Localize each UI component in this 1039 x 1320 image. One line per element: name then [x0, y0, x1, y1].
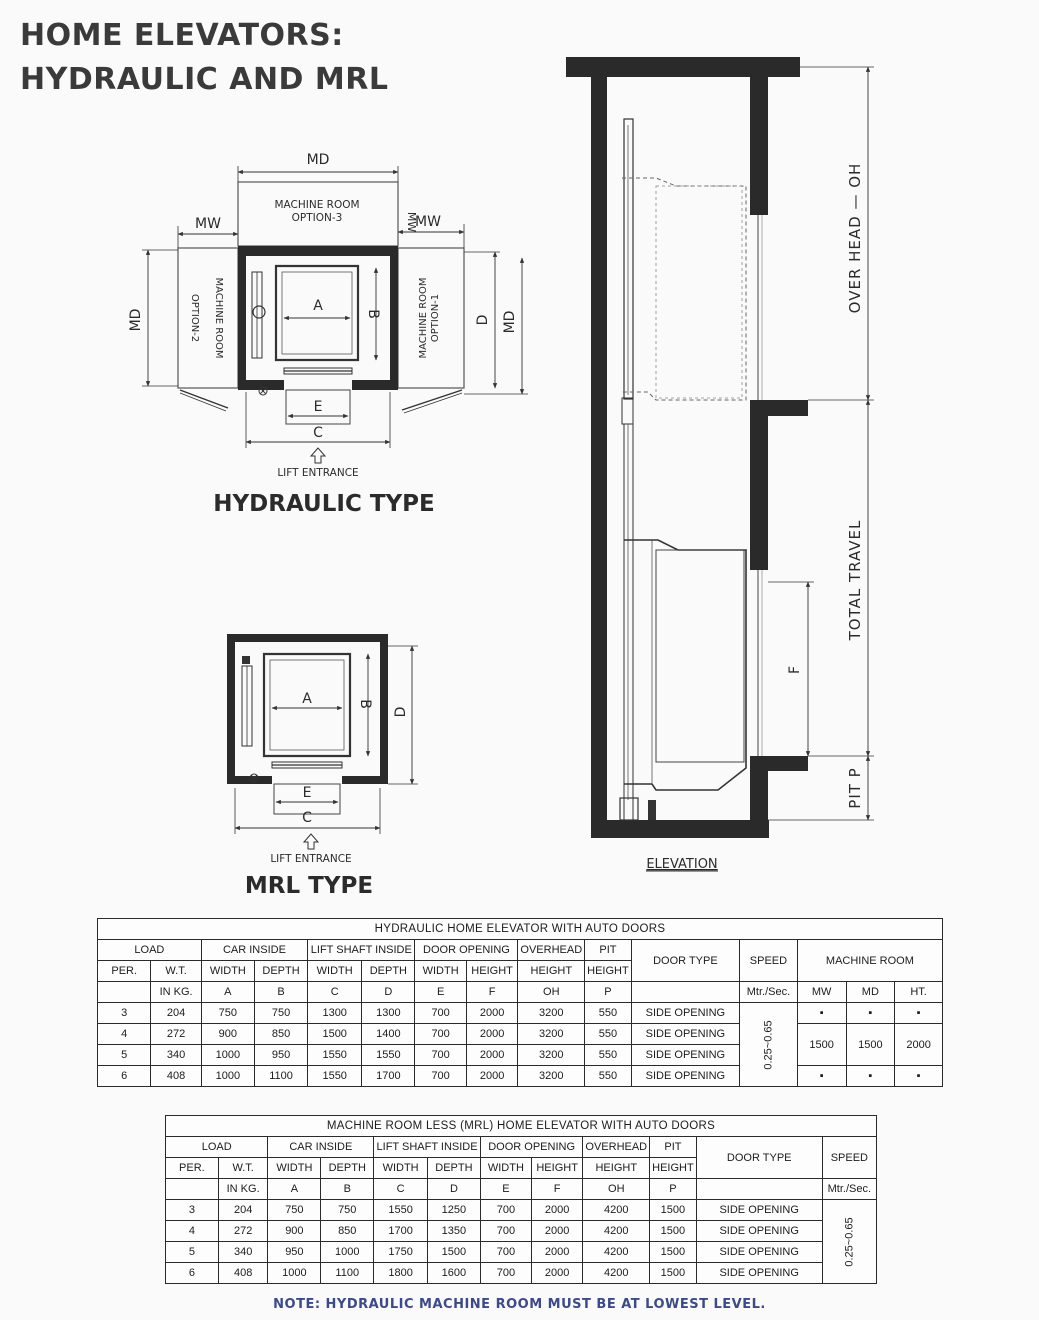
cell: 272 — [151, 1024, 201, 1045]
group-car-inside: CAR INSIDE — [201, 940, 307, 961]
cell: 2000 — [466, 1024, 518, 1045]
cell: 950 — [254, 1045, 307, 1066]
group-door-type: DOOR TYPE — [696, 1137, 822, 1179]
unit-cell: OH — [518, 982, 585, 1003]
cell: 3200 — [518, 1045, 585, 1066]
total-travel-label: TOTAL TRAVEL — [846, 519, 864, 641]
cell: 2000 — [531, 1242, 583, 1263]
group-lift-shaft: LIFT SHAFT INSIDE — [374, 1137, 481, 1158]
cell: 1800 — [374, 1263, 428, 1284]
machine-room-option-1-label-1: MACHINE ROOM — [418, 277, 429, 359]
cell: 3200 — [518, 1003, 585, 1024]
cell: 2000 — [531, 1263, 583, 1284]
mrl-plan — [227, 634, 418, 899]
cell: 1750 — [374, 1242, 428, 1263]
machine-mark: ▪ — [846, 1066, 895, 1087]
machine-mark: ▪ — [797, 1066, 846, 1087]
header-cell: PER. — [166, 1158, 219, 1179]
header-cell: W.T. — [151, 961, 201, 982]
cell: 1100 — [254, 1066, 307, 1087]
cell: 2000 — [466, 1003, 518, 1024]
unit-cell: IN KG. — [218, 1179, 268, 1200]
cell: 700 — [480, 1242, 531, 1263]
cell: 4200 — [583, 1221, 650, 1242]
cell: 1700 — [362, 1066, 415, 1087]
group-pit: PIT — [585, 940, 632, 961]
cell: 2000 — [531, 1200, 583, 1221]
unit-cell: C — [374, 1179, 428, 1200]
unit-cell-blank — [631, 982, 739, 1003]
unit-cell: OH — [583, 1179, 650, 1200]
cell: 408 — [218, 1263, 268, 1284]
table-row — [166, 1263, 877, 1284]
cell: SIDE OPENING — [631, 1024, 739, 1045]
hydraulic-entrance-label: LIFT ENTRANCE — [277, 467, 359, 479]
dim-mw-right-label: MW — [415, 214, 441, 230]
dim-md-left-label: MD — [128, 308, 144, 332]
machine-mark: ▪ — [895, 1066, 943, 1087]
dim-md-top-label: MD — [306, 152, 330, 168]
cell: 4200 — [583, 1242, 650, 1263]
speed-value: 0.25~0.65 — [762, 1019, 775, 1070]
group-door-opening: DOOR OPENING — [480, 1137, 583, 1158]
machine-room-option-3-label-2: OPTION-3 — [291, 212, 343, 224]
cell: 4 — [166, 1221, 219, 1242]
dim-c-mrl-label: C — [302, 810, 312, 826]
cell: 1500 — [650, 1200, 697, 1221]
header-cell: HEIGHT — [518, 961, 585, 982]
machine-header-ht: HT. — [895, 982, 943, 1003]
unit-cell — [166, 1179, 219, 1200]
dim-c-hydraulic-label: C — [313, 425, 323, 441]
header-cell: HEIGHT — [531, 1158, 583, 1179]
cell: 3200 — [518, 1024, 585, 1045]
header-cell: W.T. — [218, 1158, 268, 1179]
cell: 1100 — [321, 1263, 374, 1284]
header-cell: WIDTH — [415, 961, 466, 982]
unit-cell: IN KG. — [151, 982, 201, 1003]
speed-value-cell — [822, 1200, 876, 1284]
cell: 1300 — [362, 1003, 415, 1024]
unit-cell: B — [254, 982, 307, 1003]
cell: 2000 — [531, 1221, 583, 1242]
cell: 700 — [415, 1066, 466, 1087]
cell: SIDE OPENING — [696, 1242, 822, 1263]
header-cell: WIDTH — [308, 961, 362, 982]
table-row — [166, 1242, 877, 1263]
cell: 6 — [166, 1263, 219, 1284]
group-overhead: OVERHEAD — [583, 1137, 650, 1158]
cell: 550 — [585, 1024, 632, 1045]
cell: 1550 — [308, 1066, 362, 1087]
dim-a-mrl-label: A — [302, 691, 312, 707]
dim-d-mrl-label: D — [393, 706, 409, 718]
cell: 550 — [585, 1003, 632, 1024]
cell: 204 — [151, 1003, 201, 1024]
header-cell: HEIGHT — [466, 961, 518, 982]
elevation-drawing — [566, 57, 874, 872]
cell: 6 — [98, 1066, 151, 1087]
cell: 1550 — [362, 1045, 415, 1066]
cell: 750 — [321, 1200, 374, 1221]
unit-cell: F — [531, 1179, 583, 1200]
cell: 750 — [254, 1003, 307, 1024]
unit-cell: D — [362, 982, 415, 1003]
cell: 550 — [585, 1045, 632, 1066]
group-machine-room: MACHINE ROOM — [797, 940, 942, 982]
dim-md-right-label: MD — [502, 310, 518, 334]
cell: 1500 — [427, 1242, 480, 1263]
group-pit: PIT — [650, 1137, 697, 1158]
page-title-line-1: HOME ELEVATORS: — [20, 18, 344, 53]
cell: 700 — [480, 1200, 531, 1221]
elevation-label: ELEVATION — [646, 857, 718, 872]
machine-room-option-3-label-1: MACHINE ROOM — [274, 199, 360, 211]
header-cell: HEIGHT — [583, 1158, 650, 1179]
dim-f-label: F — [787, 665, 803, 675]
hydraulic-spec-table — [97, 918, 943, 1087]
machine-mark: ▪ — [895, 1003, 943, 1024]
speed-value: 0.25~0.65 — [843, 1216, 856, 1267]
cell: 3200 — [518, 1066, 585, 1087]
group-car-inside: CAR INSIDE — [268, 1137, 374, 1158]
machine-ht-value: 2000 — [895, 1024, 943, 1066]
cell: 340 — [151, 1045, 201, 1066]
unit-cell: B — [321, 1179, 374, 1200]
header-cell: DEPTH — [427, 1158, 480, 1179]
cell: 1700 — [374, 1221, 428, 1242]
cell: 1250 — [427, 1200, 480, 1221]
cell: 950 — [268, 1242, 321, 1263]
group-lift-shaft: LIFT SHAFT INSIDE — [308, 940, 415, 961]
speed-unit: Mtr./Sec. — [822, 1179, 876, 1200]
cell: 4200 — [583, 1263, 650, 1284]
header-cell: HEIGHT — [650, 1158, 697, 1179]
machine-room-option-2-label-1: MACHINE ROOM — [213, 277, 224, 359]
cell: 550 — [585, 1066, 632, 1087]
mrl-entrance-arrow-icon — [304, 834, 318, 849]
cell: 1000 — [268, 1263, 321, 1284]
group-load: LOAD — [98, 940, 202, 961]
group-speed: SPEED — [822, 1137, 876, 1179]
group-overhead: OVERHEAD — [518, 940, 585, 961]
unit-cell-blank — [696, 1179, 822, 1200]
cell: 5 — [166, 1242, 219, 1263]
header-cell: DEPTH — [362, 961, 415, 982]
dim-e-mrl-label: E — [302, 785, 312, 801]
dim-b-mrl-label: B — [357, 699, 373, 709]
dim-a-hydraulic-label: A — [313, 298, 323, 314]
cell: 408 — [151, 1066, 201, 1087]
cell: 700 — [415, 1003, 466, 1024]
cell: 900 — [268, 1221, 321, 1242]
mrl-entrance-label: LIFT ENTRANCE — [270, 853, 352, 865]
unit-cell: P — [585, 982, 632, 1003]
cell: 2000 — [466, 1066, 518, 1087]
cell: 1000 — [201, 1045, 254, 1066]
mrl-spec-table — [165, 1115, 877, 1284]
machine-header-mw: MW — [797, 982, 846, 1003]
header-cell: WIDTH — [201, 961, 254, 982]
hydraulic-table-caption: HYDRAULIC HOME ELEVATOR WITH AUTO DOORS — [98, 919, 943, 940]
entrance-arrow-icon — [311, 448, 325, 463]
cell: 340 — [218, 1242, 268, 1263]
page-title-line-2: HYDRAULIC AND MRL — [20, 62, 389, 97]
cell: 750 — [268, 1200, 321, 1221]
machine-header-md: MD — [846, 982, 895, 1003]
machine-room-option-2-label-2: OPTION-2 — [189, 293, 200, 343]
cell: 1500 — [650, 1242, 697, 1263]
pit-label: PIT P — [846, 767, 864, 809]
cell: 700 — [415, 1024, 466, 1045]
cell: 700 — [480, 1263, 531, 1284]
dim-b-hydraulic-label: B — [365, 309, 381, 319]
dim-d-hydraulic-label: D — [475, 314, 491, 326]
cell: SIDE OPENING — [631, 1045, 739, 1066]
table-row — [166, 1221, 877, 1242]
cell: 1500 — [308, 1024, 362, 1045]
machine-mw-value: 1500 — [797, 1024, 846, 1066]
dim-mw-vertical-label: MW — [405, 211, 418, 233]
cell: 750 — [201, 1003, 254, 1024]
mrl-table-caption: MACHINE ROOM LESS (MRL) HOME ELEVATOR WITH AUTO DOORS — [166, 1116, 877, 1137]
unit-cell: C — [308, 982, 362, 1003]
machine-room-option-2 — [178, 248, 238, 388]
cell: 1000 — [321, 1242, 374, 1263]
cell: SIDE OPENING — [696, 1200, 822, 1221]
cell: SIDE OPENING — [631, 1066, 739, 1087]
table-row — [166, 1200, 877, 1221]
cell: 700 — [415, 1045, 466, 1066]
mrl-type-label: MRL TYPE — [244, 873, 374, 899]
cell: 1000 — [201, 1066, 254, 1087]
speed-value-cell — [740, 1003, 798, 1087]
cell: SIDE OPENING — [631, 1003, 739, 1024]
cell: 850 — [321, 1221, 374, 1242]
cell: 204 — [218, 1200, 268, 1221]
table-row — [98, 1003, 943, 1024]
cell: 3 — [166, 1200, 219, 1221]
cell: 272 — [218, 1221, 268, 1242]
overhead-label: OVER HEAD — OH — [846, 162, 864, 314]
cell: 3 — [98, 1003, 151, 1024]
cell: 4 — [98, 1024, 151, 1045]
machine-md-value: 1500 — [846, 1024, 895, 1066]
cell: 1400 — [362, 1024, 415, 1045]
header-cell: WIDTH — [268, 1158, 321, 1179]
header-cell: PER. — [98, 961, 151, 982]
dim-mw-left-label: MW — [195, 216, 221, 232]
header-cell: DEPTH — [254, 961, 307, 982]
hydraulic-plan — [128, 152, 528, 517]
cell: 4200 — [583, 1200, 650, 1221]
header-cell: WIDTH — [480, 1158, 531, 1179]
header-cell: HEIGHT — [585, 961, 632, 982]
group-load: LOAD — [166, 1137, 268, 1158]
group-door-type: DOOR TYPE — [631, 940, 739, 982]
dim-e-hydraulic-label: E — [313, 399, 323, 415]
cell: 5 — [98, 1045, 151, 1066]
unit-cell: A — [268, 1179, 321, 1200]
cell: 1500 — [650, 1263, 697, 1284]
cell: SIDE OPENING — [696, 1263, 822, 1284]
cell: 2000 — [466, 1045, 518, 1066]
machine-mark: ▪ — [797, 1003, 846, 1024]
unit-cell: P — [650, 1179, 697, 1200]
footer-note: NOTE: HYDRAULIC MACHINE ROOM MUST BE AT LOWEST LEVEL. — [273, 1297, 766, 1312]
header-cell: WIDTH — [374, 1158, 428, 1179]
cell: 1600 — [427, 1263, 480, 1284]
header-cell: DEPTH — [321, 1158, 374, 1179]
hydraulic-type-label: HYDRAULIC TYPE — [213, 491, 435, 517]
unit-cell: F — [466, 982, 518, 1003]
cell: 1300 — [308, 1003, 362, 1024]
group-door-opening: DOOR OPENING — [415, 940, 518, 961]
machine-mark: ▪ — [846, 1003, 895, 1024]
cell: 1350 — [427, 1221, 480, 1242]
machine-room-option-1-label-2: OPTION-1 — [430, 293, 441, 343]
cell: 1550 — [308, 1045, 362, 1066]
cell: SIDE OPENING — [696, 1221, 822, 1242]
cell: 1550 — [374, 1200, 428, 1221]
elevation-car — [624, 540, 746, 790]
group-speed: SPEED — [740, 940, 798, 982]
unit-cell: A — [201, 982, 254, 1003]
table-row — [98, 1024, 943, 1045]
unit-cell — [98, 982, 151, 1003]
unit-cell: D — [427, 1179, 480, 1200]
unit-cell: E — [415, 982, 466, 1003]
unit-cell: E — [480, 1179, 531, 1200]
table-row — [98, 1066, 943, 1087]
cell: 900 — [201, 1024, 254, 1045]
cell: 700 — [480, 1221, 531, 1242]
cell: 850 — [254, 1024, 307, 1045]
speed-unit: Mtr./Sec. — [740, 982, 798, 1003]
cell: 1500 — [650, 1221, 697, 1242]
